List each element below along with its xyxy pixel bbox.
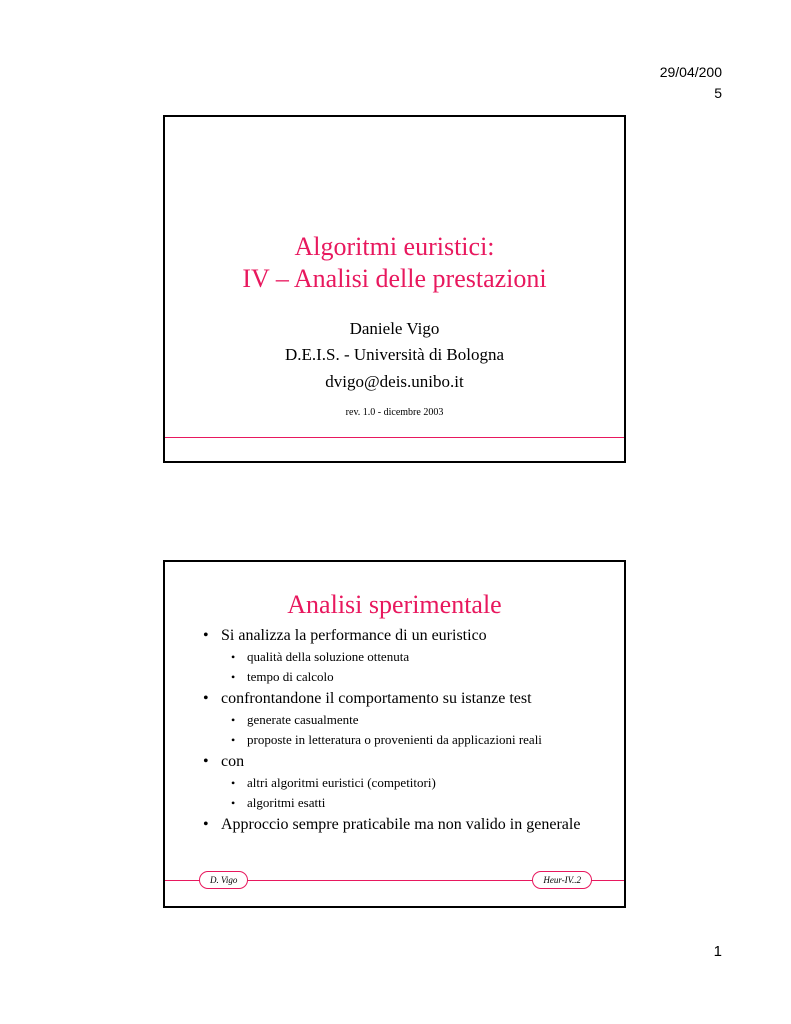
sub-bullet-item: • altri algoritmi euristici (competitori) xyxy=(203,773,604,793)
slide-1-title-line-2: IV – Analisi delle prestazioni xyxy=(242,264,547,293)
sub-bullet-item: • tempo di calcolo xyxy=(203,667,604,687)
author-affiliation: D.E.I.S. - Università di Bologna xyxy=(284,345,505,364)
footer-slide-id: Heur-IV..2 xyxy=(532,871,592,889)
author-name: Daniele Vigo xyxy=(349,319,440,338)
date-line-1: 29/04/200 xyxy=(659,64,722,80)
bullet-item: • confrontandone il comportamento su istanze test xyxy=(203,689,604,708)
sub-bullet-item: • proposte in letteratura o provenienti da applicazioni reali xyxy=(203,730,604,750)
footer-author: D. Vigo xyxy=(199,871,248,889)
slide-1-title xyxy=(165,231,624,295)
slide-2-title: Analisi sperimentale xyxy=(287,590,502,619)
sub-bullet-list xyxy=(203,647,604,687)
header-date xyxy=(650,62,722,104)
footer-rule xyxy=(165,437,624,438)
page-number: 1 xyxy=(713,943,722,960)
date-line-2: 5 xyxy=(714,85,722,101)
sub-bullet-item: • qualità della soluzione ottenuta xyxy=(203,647,604,667)
sub-bullet-list xyxy=(203,710,604,750)
sub-bullet-list xyxy=(203,773,604,813)
sub-bullet-item: • generate casualmente xyxy=(203,710,604,730)
bullet-list xyxy=(203,626,604,836)
sub-bullet-item: • algoritmi esatti xyxy=(203,793,604,813)
author-email: dvigo@deis.unibo.it xyxy=(325,372,464,391)
slide-1-title-line-1: Algoritmi euristici: xyxy=(294,232,495,261)
revision-note: rev. 1.0 - dicembre 2003 xyxy=(345,407,444,418)
bullet-item: • Si analizza la performance di un euristico xyxy=(203,626,604,645)
bullet-item: • Approccio sempre praticabile ma non valido in generale xyxy=(203,815,581,834)
slide-1 xyxy=(163,115,626,463)
bullet-item: • con xyxy=(203,752,604,771)
slide-2 xyxy=(163,560,626,908)
